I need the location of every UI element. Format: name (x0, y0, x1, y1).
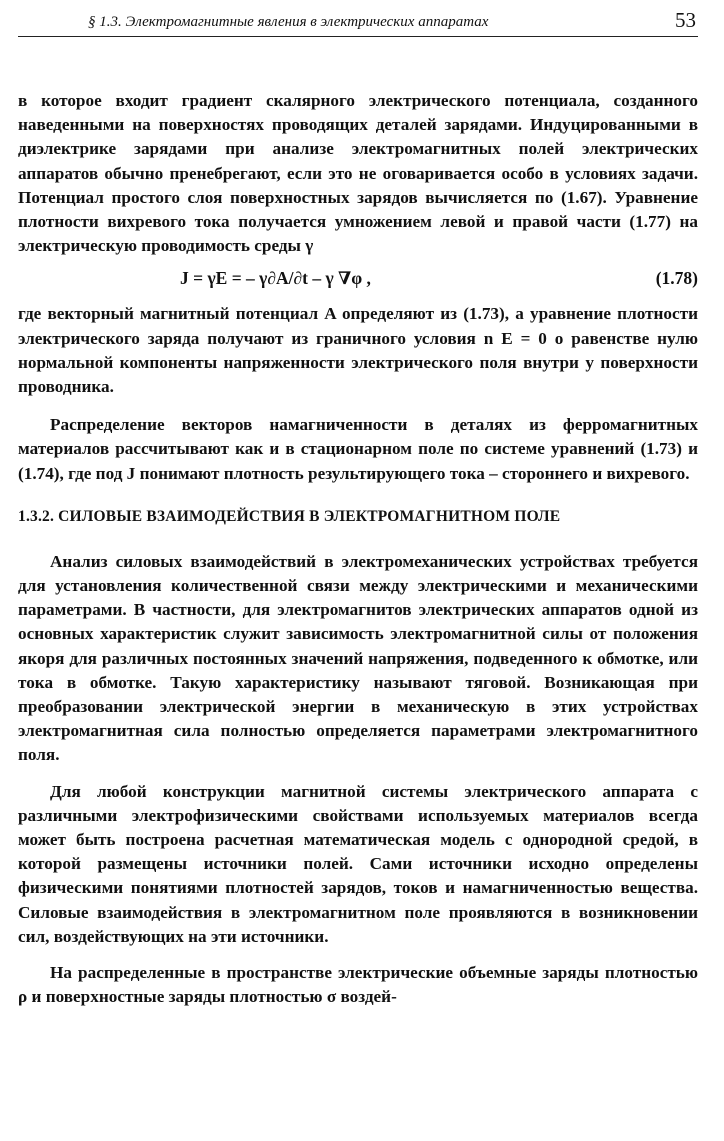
running-title: § 1.3. Электромагнитные явления в электрических аппаратах (88, 14, 489, 30)
paragraph-6: На распределенные в пространстве электрические объемные заряды плотностью ρ и поверхностные заряды плотностью σ воздей- (18, 963, 698, 1007)
paragraph-4: Анализ силовых взаимодействий в электромеханических устройствах требуется для установления количественной связи между электрическими и механическими параметрами. В частности, для электромагнитов электрических аппаратов одной из основных характеристик служит зависимость электромагнитной силы от положения якоря для различных постоянных значений напряжения, подведенного к обмотке, или тока в обмотке. Такую характеристику называют тяговой. Возникающая при преобразовании электрической энергии в механическую в этих устройствах электромагнитная сила полностью определяется параметрами электромагнитного поля. (18, 551, 698, 765)
paragraph-2: где векторный магнитный потенциал A определяют из (1.73), а уравнение плотности электрического заряда получают из граничного условия n E = 0 о равенстве нулю нормальной компоненты напряженности электрического поля внутри у поверхности проводника. (18, 304, 698, 397)
book-page (18, 8, 698, 1010)
paragraph-5: Для любой конструкции магнитной системы электрического аппарата с различными электрофизическими свойствами используемых материалов всегда может быть построена расчетная математическая модель с однородной средой, в которой размещены источники полей. Сами источники исходно определены физическими понятиями плотностей зарядов, токов и намагниченностью вещества. Силовые взаимодействия в электромагнитном поле проявляются в возникновении сил, воздействующих на эти источники. (18, 781, 698, 946)
page-header (18, 8, 698, 37)
page-number: 53 (675, 8, 696, 32)
paragraph-1: в которое входит градиент скалярного электрического потенциала, созданного наведенными на поверхностях проводящих деталей зарядами. Индуцированными в диэлектрике зарядами при анализе электромагнитных полей электрических аппаратов обычно пренебрегают, если это не оговаривается особо в условиях задачи. Потенциал простого слоя поверхностных зарядов вычисляется по (1.67). Уравнение плотности вихревого тока получается умножением левой и правой части (1.77) на электрическую проводимость среды γ (18, 91, 698, 256)
equation-1-78 (18, 264, 698, 294)
equation-body: J = γE = – γ∂A/∂t – γ ∇φ , (180, 268, 371, 289)
paragraph-3: Распределение векторов намагниченности в деталях из ферромагнитных материалов рассчитывают как и в стационарном поле по системе уравнений (1.73) и (1.74), где под J понимают плотность результирующего тока – стороннего и вихревого. (18, 415, 698, 483)
section-heading: 1.3.2. СИЛОВЫЕ ВЗАИМОДЕЙСТВИЯ В ЭЛЕКТРОМАГНИТНОМ ПОЛЕ (18, 507, 561, 525)
equation-number: (1.78) (655, 268, 698, 289)
